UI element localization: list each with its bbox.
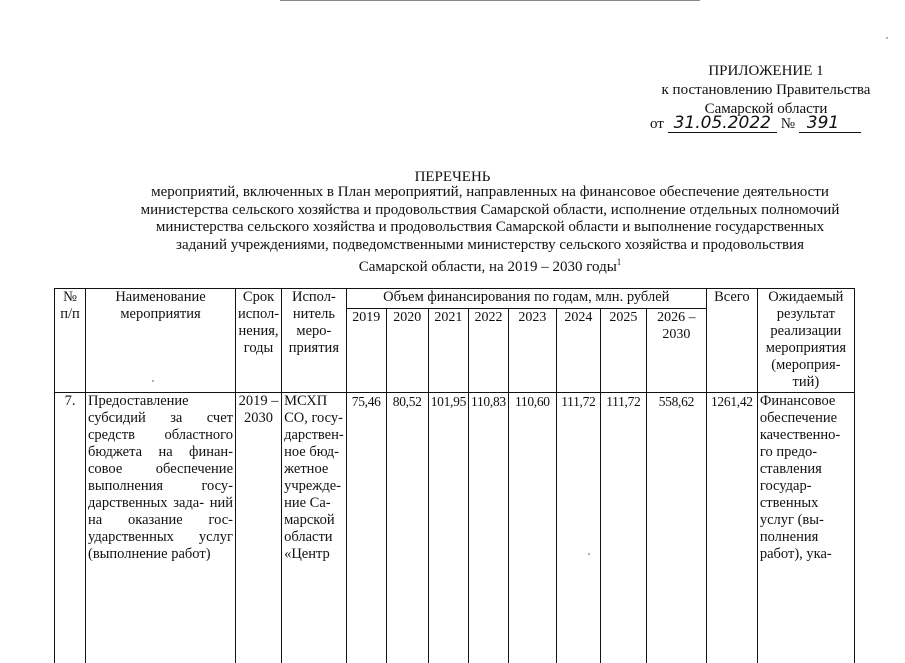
top-edge-line bbox=[280, 0, 700, 1]
cell-value: 110,60 bbox=[508, 393, 556, 663]
cell-term: 2019 – 2030 bbox=[236, 393, 282, 663]
col-header-num: № п/п bbox=[55, 289, 86, 393]
cell-total: 1261,42 bbox=[706, 393, 757, 663]
appendix-line: ПРИЛОЖЕНИЕ 1 bbox=[620, 62, 905, 81]
col-header-funding: Объем финансирования по годам, млн. рублей bbox=[346, 289, 706, 309]
col-header-total: Всего bbox=[706, 289, 757, 393]
subtitle-line bbox=[110, 254, 870, 277]
cell-value: 558,62 bbox=[646, 393, 706, 663]
date-prefix: от bbox=[650, 116, 664, 132]
col-header-result: Ожидаемый результат реализации мероприятия (мероприя- тий) bbox=[757, 289, 854, 393]
appendix-heading bbox=[620, 62, 905, 119]
document-title: ПЕРЕЧЕНЬ bbox=[0, 169, 905, 186]
handwritten-date: 31.05.2022 bbox=[668, 114, 777, 133]
table-header-row bbox=[55, 289, 855, 309]
col-header-year: 2019 bbox=[346, 309, 386, 393]
col-header-year: 2020 bbox=[386, 309, 428, 393]
subtitle-line: министерства сельского хозяйства и продовольствия Самарской области и выполнение государственных bbox=[110, 219, 870, 237]
subtitle-line: министерства сельского хозяйства и продовольствия Самарской области, исполнение отдельных полномочий bbox=[110, 202, 870, 220]
col-header-year: 2026 – 2030 bbox=[646, 309, 706, 393]
cell-name: Предоставление субсидий за счет средств областного бюджета на финан- совое обеспечение выполнения госу- дарственных зада- ний на оказание гос- ударственных услуг (выполнение работ) bbox=[86, 393, 236, 663]
col-header-year: 2023 bbox=[508, 309, 556, 393]
subtitle-line: заданий учреждениями, подведомственными министерству сельского хозяйства и продовольствия bbox=[110, 237, 870, 255]
table-row bbox=[55, 393, 855, 663]
document-subtitle bbox=[110, 184, 870, 277]
cell-num: 7. bbox=[55, 393, 86, 663]
footnote-mark: 1 bbox=[617, 257, 622, 267]
cell-value: 80,52 bbox=[386, 393, 428, 663]
col-header-executor: Испол- нитель меро- приятия bbox=[282, 289, 347, 393]
cell-result: Финансовое обеспечение качественно- го предо- ставления государ- ственных услуг (вы- полнения работ), ука- bbox=[757, 393, 854, 663]
appendix-line: к постановлению Правительства bbox=[620, 81, 905, 100]
measures-table bbox=[54, 288, 855, 663]
cell-value: 110,83 bbox=[469, 393, 509, 663]
cell-value: 111,72 bbox=[600, 393, 646, 663]
cell-value: 75,46 bbox=[346, 393, 386, 663]
cell-executor: МСХП СО, госу- дарствен- ное бюд- жетное учрежде- ние Са- марской области «Центр bbox=[282, 393, 347, 663]
number-prefix: № bbox=[781, 116, 795, 132]
scan-speck bbox=[886, 37, 888, 39]
handwritten-number: 391 bbox=[799, 114, 861, 133]
col-header-year: 2021 bbox=[428, 309, 468, 393]
col-header-year: 2025 bbox=[600, 309, 646, 393]
col-header-name: Наименование мероприятия bbox=[86, 289, 236, 393]
col-header-year: 2024 bbox=[556, 309, 600, 393]
cell-value: 101,95 bbox=[428, 393, 468, 663]
col-header-year: 2022 bbox=[469, 309, 509, 393]
col-header-term: Срок испол- нения, годы bbox=[236, 289, 282, 393]
resolution-reference bbox=[650, 114, 861, 133]
cell-value: 111,72 bbox=[556, 393, 600, 663]
subtitle-last: Самарской области, на 2019 – 2030 годы bbox=[359, 259, 617, 275]
subtitle-line: мероприятий, включенных в План мероприятий, направленных на финансовое обеспечение деятельности bbox=[110, 184, 870, 202]
appendix-line: Самарской области bbox=[620, 100, 905, 119]
